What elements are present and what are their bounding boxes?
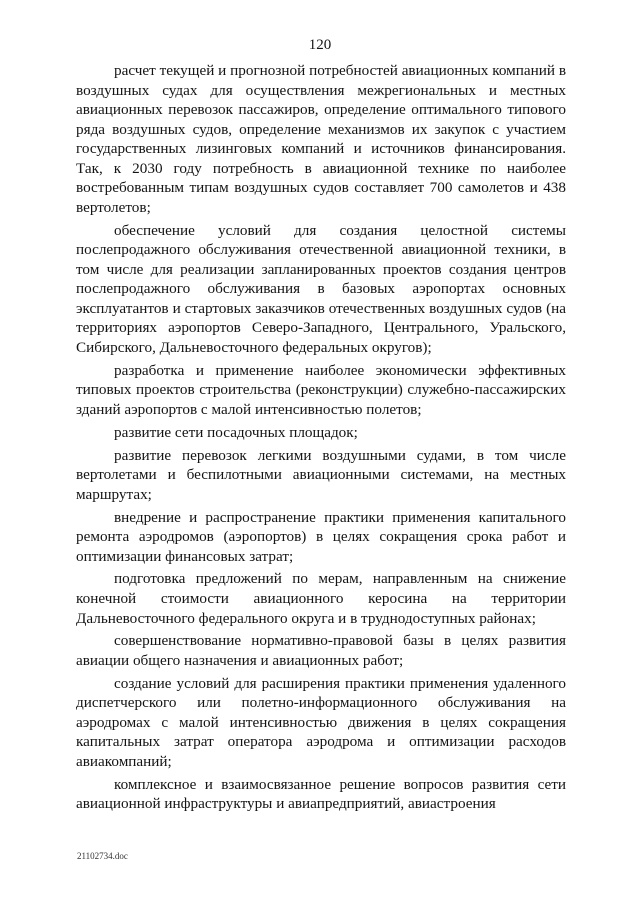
paragraph-light-aircraft: развитие перевозок легкими воздушными судами, в том числе вертолетами и беспилотными авиационными системами, на местных маршрутах; <box>76 446 566 503</box>
paragraph-general-aviation: совершенствование нормативно-правовой базы в целях развития авиации общего назначения и авиационных работ; <box>76 632 566 669</box>
paragraph-after-sales-service: обеспечение условий для создания целостной системы послепродажного обслуживания отечественной авиационной техники, в том числе для реализации запланированных проектов создания центров послепродажного обслуживания в базовых аэропортах основных эксплуатантов и стартовых заказчиков отечественных воздушных судов (на территориях аэропортов Северо-Западного, Центрального, Уральского, Сибирского, Дальневосточного федеральных округов); <box>76 221 566 356</box>
document-filename: 21102734.doc <box>77 851 128 861</box>
paragraph-landing-sites: развитие сети посадочных площадок; <box>114 423 358 441</box>
paragraph-remote-dispatch: создание условий для расширения практики применения удаленного диспетчерского или полетно-информационного обслуживания на аэродромах с малой интенсивностью движения в целях сокращения капитальных затрат оператора аэродрома и оптимизации расходов авиакомпаний; <box>76 674 566 770</box>
paragraph-terminal-projects: разработка и применение наиболее экономически эффективных типовых проектов строительства (реконструкции) служебно-пассажирских зданий аэропортов с малой интенсивностью полетов; <box>76 361 566 418</box>
page-number: 120 <box>308 37 332 53</box>
paragraph-infrastructure: комплексное и взаимосвязанное решение вопросов развития сети авиационной инфраструктуры и авиапредприятий, авиастроения <box>76 775 566 813</box>
paragraph-aerodrome-repair: внедрение и распространение практики применения капитального ремонта аэродромов (аэропортов) в целях сокращения срока работ и оптимизации финансовых затрат; <box>76 508 566 565</box>
paragraph-kerosene-cost: подготовка предложений по мерам, направленным на снижение конечной стоимости авиационного керосина на территории Дальневосточного федерального округа и в труднодоступных районах; <box>76 570 566 627</box>
document-body <box>76 61 566 817</box>
paragraph-aircraft-demand: расчет текущей и прогнозной потребностей авиационных компаний в воздушных судах для осуществления межрегиональных и местных авиационных перевозок пассажиров, определение оптимального типового ряда воздушных судов, определение механизмов их закупок с участием государственных лизинговых компаний и источников финансирования. Так, к 2030 году потребность в авиационной технике по наиболее востребованным типам воздушных судов составляет 700 самолетов и 438 вертолетов; <box>76 62 566 216</box>
